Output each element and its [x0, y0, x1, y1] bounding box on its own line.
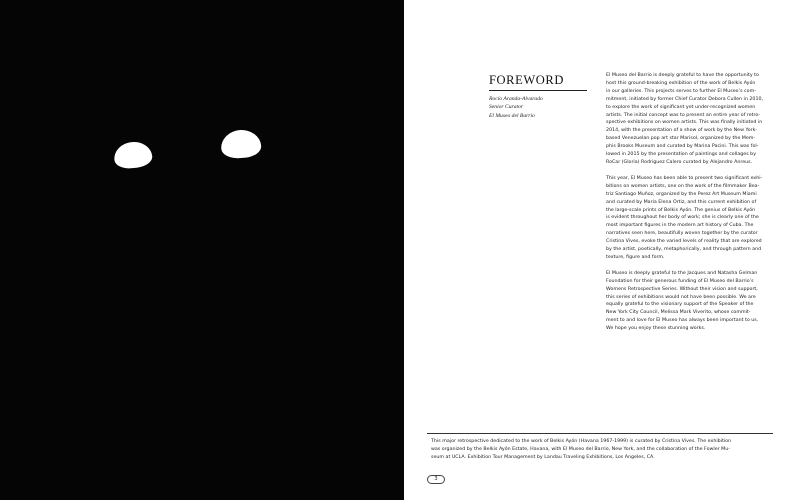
- author-organization: El Museo del Barrio: [489, 112, 535, 119]
- body-line: 2014, with the presentation of a show of work by the New York-: [606, 128, 758, 134]
- body-line: this series of exhibitions would not have been possible. We are: [606, 294, 756, 300]
- body-line: We hope you enjoy these stunning works.: [606, 326, 706, 332]
- credit-line: was organized by the Belkis Ayón Estate, Havana, with El Museo del Barrio, New York, and the collaboration of the Fowler Mu-: [431, 446, 730, 452]
- body-line: Foundation for their generous funding of El Museo del Barrio’s: [606, 278, 754, 284]
- body-line: spective exhibitions on women artists. This was finally initiated in: [606, 120, 763, 126]
- body-line: based Venezuelan pop art star Marisol, organized by the Mem-: [606, 136, 756, 142]
- body-line: artists. The initial concept was to present an entire year of retro-: [606, 112, 761, 118]
- body-line: phis Brooks Museum and curated by Marina Pacini. This was fol-: [606, 144, 759, 150]
- author-name: Rocío Aranda-Alvarado: [489, 96, 543, 102]
- body-line: This year, El Museo has been able to present two significant exhi-: [606, 175, 763, 181]
- body-paragraph: [606, 175, 772, 262]
- body-line: New York City Council, Melissa Mark Viverito, whose commit-: [606, 310, 751, 316]
- body-line: in our galleries. This projects serves to further El Museo’s com-: [606, 88, 756, 94]
- artwork-light-spot-left: [113, 140, 154, 170]
- page-number: 3: [427, 475, 445, 484]
- body-paragraph: [606, 270, 772, 333]
- body-line: triz Santiago Muñoz, organized by the Perez Art Museum Miami: [606, 191, 757, 197]
- body-line: RoCar (Gloria) Rodriguez Calero curated by Alejandro Anreus.: [606, 159, 753, 165]
- body-line: El Museo del Barrio is deeply grateful to have the opportunity to: [606, 73, 759, 78]
- credit-divider: [427, 433, 773, 434]
- body-line: mitment, initiated by former Chief Curator Debora Cullen in 2010,: [606, 96, 763, 102]
- body-line: texture, figure and form.: [606, 254, 665, 260]
- body-line: lowed in 2015 by the presentation of paintings and collages by: [606, 152, 757, 158]
- title-divider: [489, 90, 587, 91]
- body-line: most important figures in the modern art history of Cuba. The: [606, 223, 754, 229]
- page-title: FOREWORD: [489, 73, 564, 87]
- body-line: the large-scale prints of Belkis Ayón. The genius of Belkis Ayón: [606, 207, 756, 213]
- body-line: narratives seen here, beautifully woven together by the curator: [606, 231, 758, 237]
- credit-line: This major retrospective dedicated to the work of Belkis Ayón (Havana 1967-1999) is curated by Cristina Vives. The exhibition: [431, 439, 732, 444]
- body-line: by the artist, poetically, metaphorically, and through pattern and: [606, 247, 762, 253]
- body-line: host this ground-breaking exhibition of the work of Belkis Ayón: [606, 80, 756, 86]
- artwork-light-spot-right: [220, 129, 262, 160]
- body-line: Cristina Vives, evoke the varied levels of reality that are explored: [606, 239, 762, 245]
- body-line: equally grateful to the visionary support of the Speaker of the: [606, 302, 754, 308]
- body-line: Womens Retrospective Series. Without their vision and support,: [606, 286, 758, 292]
- author-byline: [489, 95, 599, 120]
- body-line: and curated by María Elena Ortiz, and this current exhibition of: [606, 199, 757, 205]
- credit-line: seum at UCLA. Exhibition Tour Management by Landau Traveling Exhibitions, Los Angeles, CA.: [431, 454, 655, 460]
- body-line: is evident throughout her body of work; she is clearly one of the: [606, 215, 759, 221]
- body-line: El Museo is deeply grateful to the Jacques and Natasha Gelman: [606, 270, 758, 276]
- author-role: Senior Curator: [489, 104, 524, 111]
- exhibition-credit: [431, 438, 773, 462]
- body-line: ment to and love for El Museo has always been important to us.: [606, 318, 759, 324]
- body-line: bitions on women artists, one on the work of the filmmaker Bea-: [606, 183, 760, 189]
- body-paragraph: [606, 72, 772, 167]
- body-line: to explore the work of significant yet under-recognized women: [606, 104, 756, 110]
- foreword-body: [606, 72, 772, 341]
